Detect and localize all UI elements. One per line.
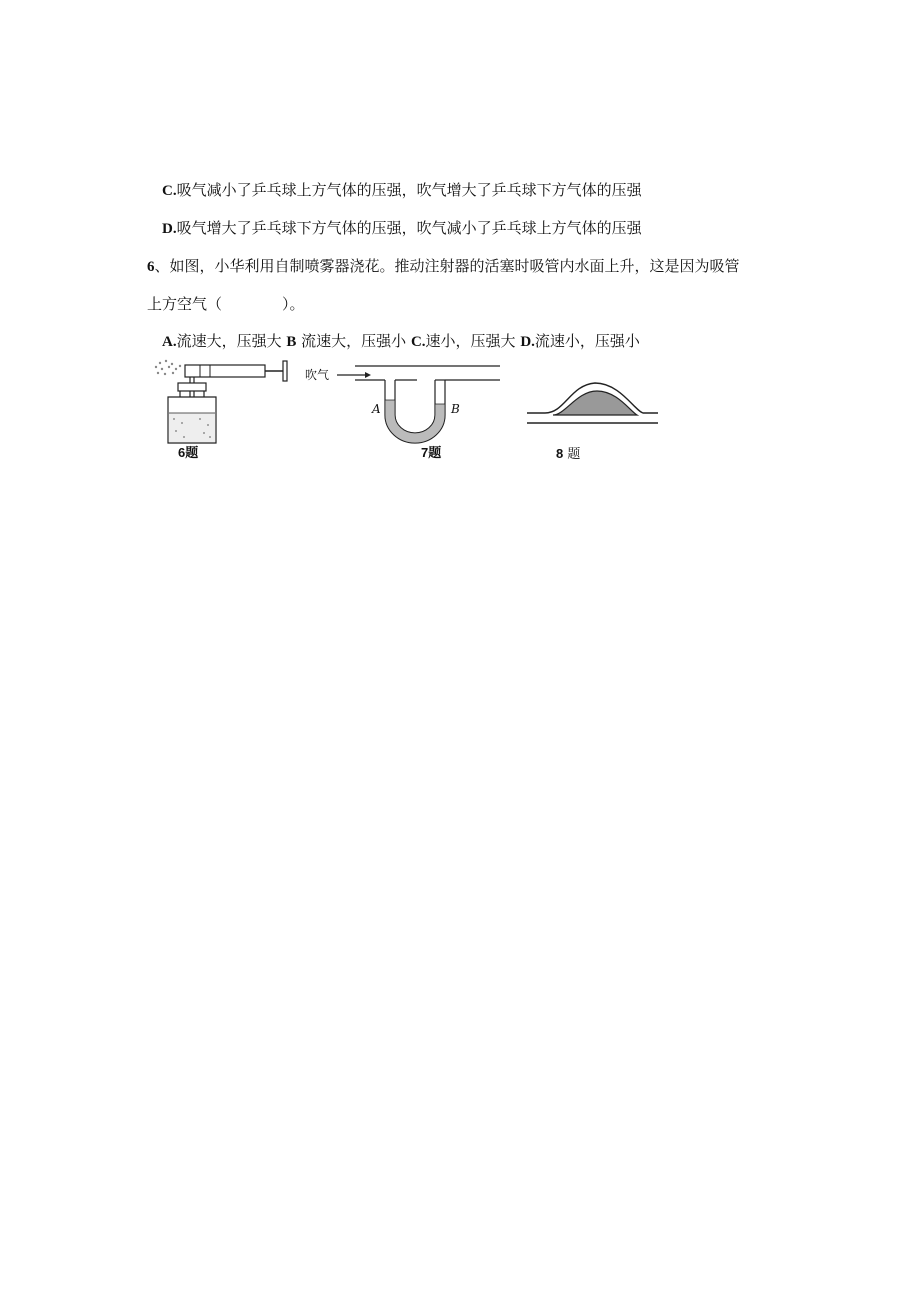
question-6-number: 6	[147, 259, 155, 275]
choice-c-letter: C.	[410, 334, 426, 350]
u-tube-liquid	[385, 400, 445, 443]
label-b: B	[451, 402, 460, 416]
bottle-cap	[178, 383, 206, 391]
figure-7-caption: 7题	[421, 445, 442, 460]
choice-d-text: 流速小，压强小	[534, 332, 640, 350]
question-6-stem: 、如图，小华利用自制喷雾器浇花。推动注射器的活塞时吸管内水面上升，这是因为吸管	[154, 257, 740, 275]
spray-mist	[155, 360, 181, 375]
airfoil	[553, 391, 637, 415]
option-d	[162, 218, 642, 239]
choice-a-letter: A.	[162, 334, 177, 350]
figure-8-caption	[556, 443, 580, 462]
question-6-line1	[147, 256, 740, 277]
syringe-barrel	[185, 365, 265, 377]
choice-a-text: 流速大，压强大	[176, 332, 287, 350]
question-6-choices	[162, 331, 640, 352]
option-c-letter: C.	[162, 183, 177, 199]
u-tube-figure	[335, 360, 505, 445]
option-d-letter: D.	[162, 221, 177, 237]
question-6-stem-cont: 上方空气（ ）。	[147, 295, 305, 313]
question-6-line2	[147, 294, 305, 314]
option-c	[162, 180, 642, 201]
bottle-liquid	[169, 413, 215, 442]
choice-b-text: 流速大，压强小	[296, 332, 411, 350]
figure-6-caption: 6题	[178, 445, 199, 460]
choice-b-letter: B	[286, 334, 297, 350]
sprayer-figure	[150, 355, 300, 445]
label-a: A	[372, 402, 381, 416]
blow-label: 吹气	[305, 368, 330, 382]
option-c-text: 吸气减小了乒乓球上方气体的压强，吹气增大了乒乓球下方气体的压强	[176, 181, 642, 199]
choice-d-letter: D.	[520, 334, 535, 350]
figure-8-number: 8	[556, 446, 564, 461]
airfoil-figure	[525, 375, 660, 430]
choice-c-text: 速小，压强大	[425, 332, 521, 350]
figure-8-text: 题	[563, 447, 581, 462]
option-d-text: 吸气增大了乒乓球下方气体的压强，吹气减小了乒乓球上方气体的压强	[176, 219, 642, 237]
